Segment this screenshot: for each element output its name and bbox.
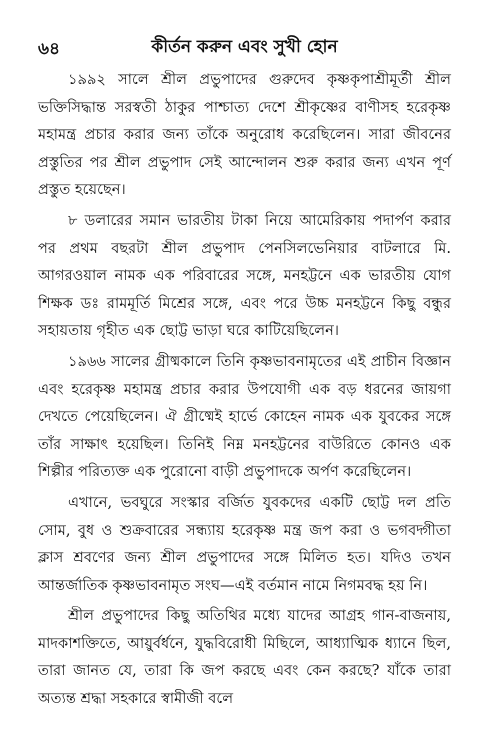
- running-title: কীর্তন করুন এবং সুখী হোন: [151, 37, 338, 57]
- paragraph: ১৯৬৬ সালের গ্রীষ্মকালে তিনি কৃষ্ণভাবনামৃতের এই প্রাচীন বিজ্ঞান এবং হরেকৃষ্ণ মহামন্ত্র প্রচার করার উপযোগী এক বড় ধরনের জায়গা দেখতে পেয়েছিলেন। ঐ গ্রীষ্মেই হার্ভে কোহেন নামক এক যুবকের সঙ্গে তাঁর সাক্ষাৎ হয়েছিল। তিনিই নিম্ন মনহট্টনের বাউরিতে কোনও এক শিল্পীর পরিত্যক্ত এক পুরোনো বাড়ী প্রভুপাদকে অর্পণ করেছিলেন।: [38, 352, 451, 481]
- paragraph: ১৯৯২ সালে শ্রীল প্রভুপাদের গুরুদেব কৃষ্ণকৃপাশ্রীমূর্তী শ্রীল ভক্তিসিদ্ধান্ত সরস্বতী ঠাকুর পাশ্চাত্য দেশে শ্রীকৃষ্ণের বাণীসহ হরেকৃষ্ণ মহামন্ত্র প্রচার করার জন্য তাঁকে অনুরোধ করেছিলেন। সারা জীবনের প্রস্তুতির পর শ্রীল প্রভুপাদ সেই আন্দোলন শুরু করার জন্য এখন পূর্ণ প্রস্তুত হয়েছেন।: [38, 71, 451, 199]
- paragraph: শ্রীল প্রভুপাদের কিছু অতিথির মধ্যে যাদের আগ্রহ গান-বাজনায়, মাদকাশক্তিতে, আয়ুর্বর্ধনে, যুদ্ধবিরোধী মিছিলে, আধ্যাত্মিক ধ্যানে ছিল, তারা জানত যে, তারা কি জপ করছে এবং কেন করছে? যাঁকে তারা অত্যন্ত শ্রদ্ধা সহকারে স্বামীজী বলে: [38, 607, 451, 708]
- paragraph: এখানে, ভবঘুরে সংস্কার বর্জিত যুবকদের একটি ছোট্ট দল প্রতি সোম, বুধ ও শুক্রবারের সন্ধ্যায় হরেকৃষ্ণ মন্ত্র জপ করা ও ভগবদ্গীতা ক্লাস শ্রবণের জন্য শ্রীল প্রভুপাদের সঙ্গে মিলিত হত। যদিও তখন আন্তর্জাতিক কৃষ্ণভাবনামৃত সংঘ—এই বর্তমান নামে নিগমবদ্ধ হয় নি।: [38, 493, 451, 594]
- page-number: ৬৪: [38, 39, 61, 59]
- paragraph: ৮ ডলারের সমান ভারতীয় টাকা নিয়ে আমেরিকায় পদার্পণ করার পর প্রথম বছরটা শ্রীল প্রভুপাদ পেনসিলভেনিয়ার বাটলারে মি. আগরওয়াল নামক এক পরিবারের সঙ্গে, মনহট্টনে এক ভারতীয় যোগ শিক্ষক ডঃ রামমূর্তি মিশ্রের সঙ্গে, এবং পরে উচ্চ মনহট্টনে কিছু বন্ধুর সহায়তায় গৃহীত এক ছোট্ট ভাড়া ঘরে কাটিয়েছিলেন।: [38, 211, 451, 340]
- page-header: [38, 22, 451, 66]
- body-text: [38, 66, 451, 713]
